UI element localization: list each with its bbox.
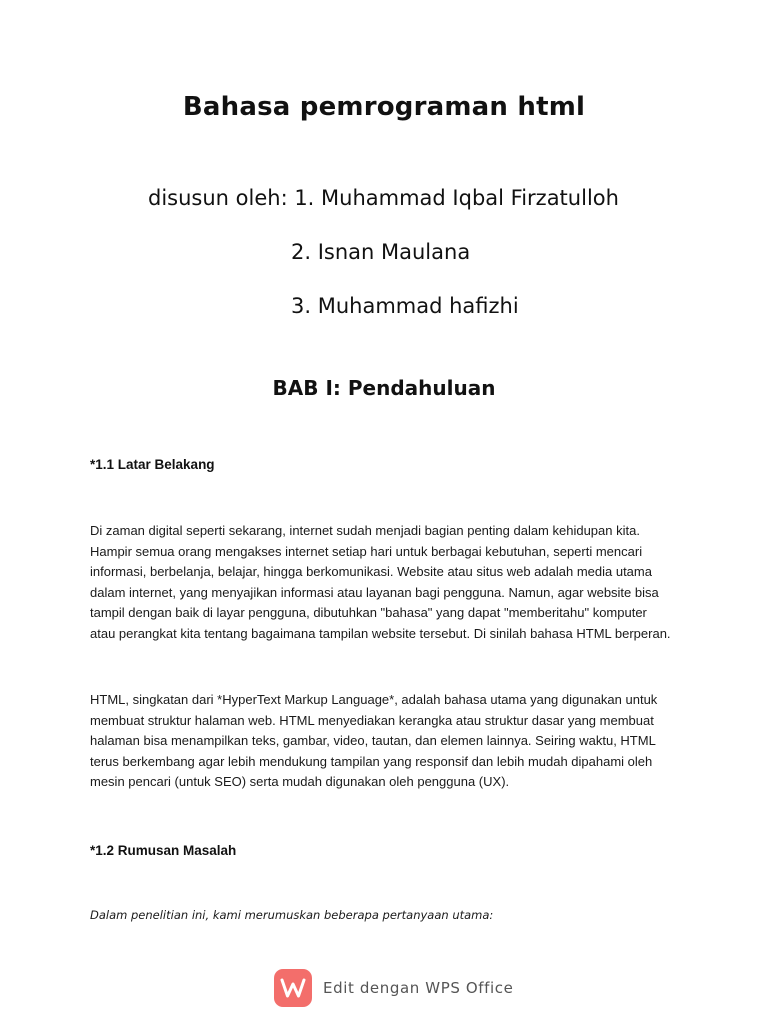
paragraph-line: Di zaman digital seperti sekarang, internet sudah menjadi bagian penting dalam kehidupan kita.	[90, 523, 640, 538]
author-line-1: disusun oleh: 1. Muhammad Iqbal Firzatulloh	[148, 186, 619, 210]
section-heading-latar-belakang: *1.1 Latar Belakang	[90, 457, 215, 472]
paragraph-latar-belakang-1	[90, 521, 690, 645]
paragraph-line: dalam internet, yang menyajikan informasi atau layanan bagi pengguna. Namun, agar website bisa	[90, 584, 659, 600]
author-line-3: 3. Muhammad hafizhi	[291, 294, 519, 318]
chapter-heading: BAB I: Pendahuluan	[272, 376, 496, 400]
paragraph-line: mesin pencari (untuk SEO) serta mudah digunakan oleh pengguna (UX).	[90, 774, 510, 790]
author-line-2: 2. Isnan Maulana	[291, 240, 471, 264]
paragraph-line: tampil dengan baik di layar pengguna, dibutuhkan "bahasa" yang dapat "memberitahu" komputer	[90, 605, 647, 621]
rumusan-masalah-intro: Dalam penelitian ini, kami merumuskan beberapa pertanyaan utama:	[90, 908, 494, 922]
paragraph-line: halaman bisa menampilkan teks, gambar, video, tautan, dan elemen lainnya. Seiring waktu, HTML	[90, 733, 656, 749]
paragraph-line: HTML, singkatan dari *HyperText Markup Language*, adalah bahasa utama yang digunakan untuk	[90, 692, 658, 707]
paragraph-line: informasi, berbelanja, belajar, hingga berkomunikasi. Website atau situs web adalah media utama	[90, 564, 652, 580]
edit-with-wps-button[interactable]	[274, 967, 513, 1009]
paragraph-line: terus berkembang agar lebih mendukung tampilan yang responsif dan lebih mudah dipahami oleh	[90, 753, 653, 769]
paragraph-line: Hampir semua orang mengakses internet setiap hari untuk berbagai kebutuhan, seperti mencari	[90, 543, 643, 559]
document-title: Bahasa pemrograman html	[182, 92, 586, 122]
section-heading-rumusan-masalah: *1.2 Rumusan Masalah	[90, 843, 237, 858]
paragraph-line: atau perangkat kita tentang bagaimana tampilan website tersebut. Di sinilah bahasa HTML berperan.	[90, 625, 671, 641]
paragraph-line: membuat struktur halaman web. HTML menyediakan kerangka atau struktur dasar yang membuat	[90, 712, 654, 728]
wps-logo-icon	[274, 969, 312, 1007]
wps-label: Edit dengan WPS Office	[323, 979, 514, 997]
paragraph-latar-belakang-2	[90, 690, 690, 793]
